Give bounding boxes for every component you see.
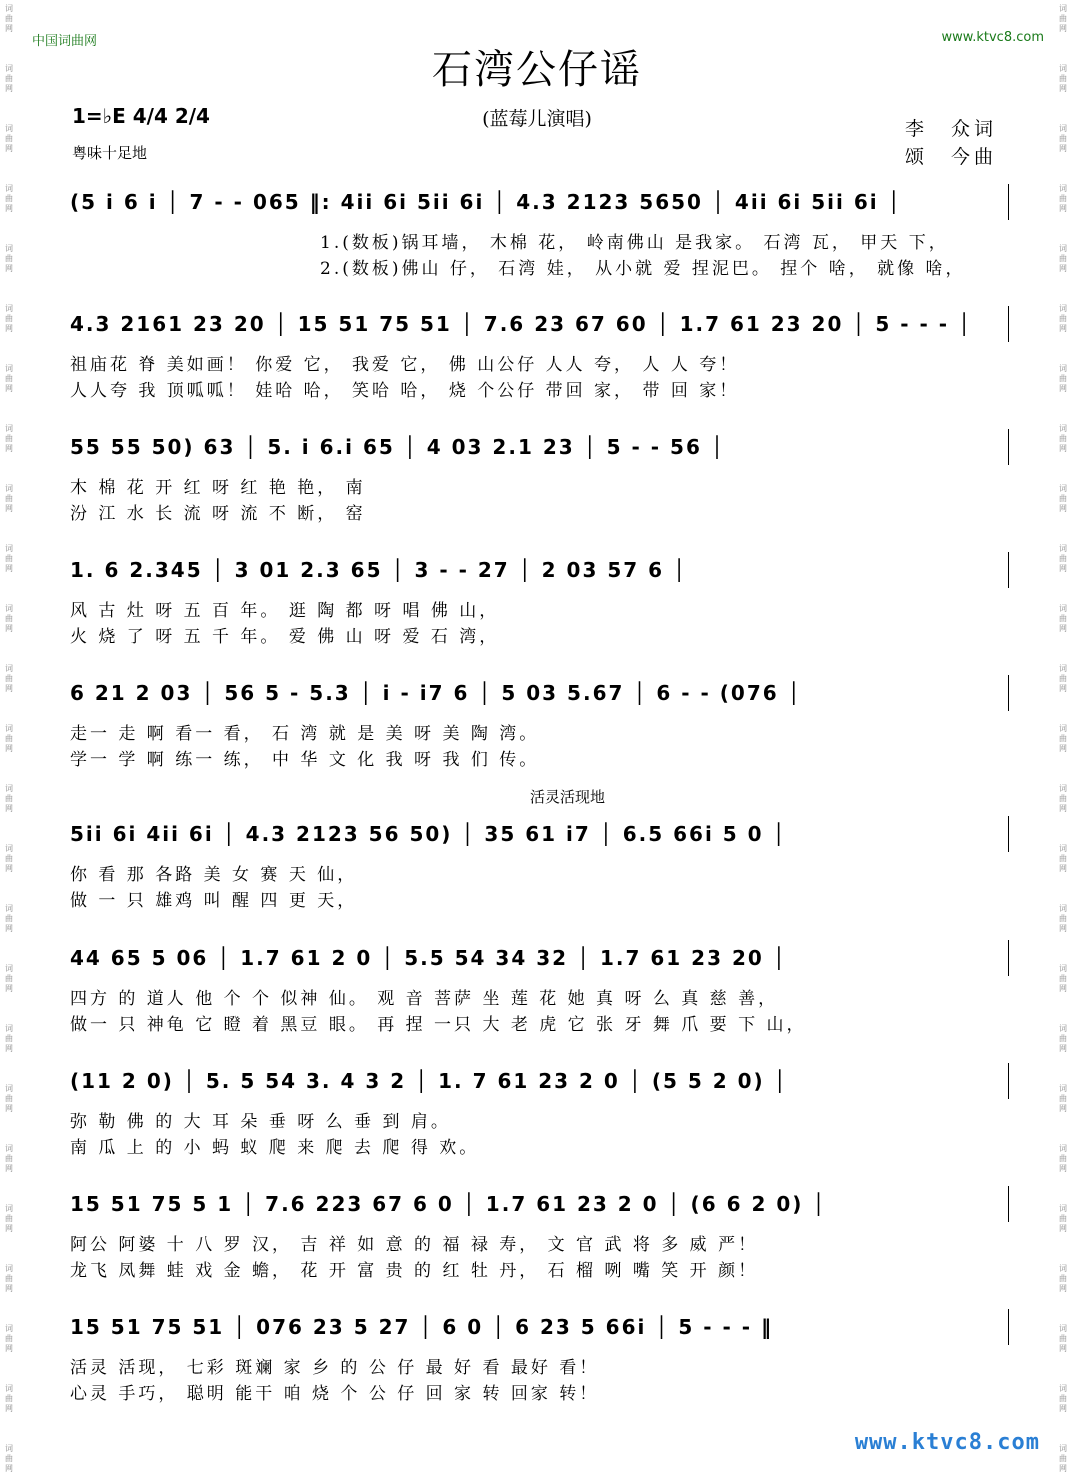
watermark-mark: 词 曲 网 bbox=[5, 784, 13, 813]
barline bbox=[1008, 184, 1009, 220]
watermark-mark: 词 曲 网 bbox=[5, 1264, 13, 1293]
watermark-mark: 词 曲 网 bbox=[5, 364, 13, 393]
jianpu-notes: 4.3 2161 23 20 │ 15 51 75 51 │ 7.6 23 67 60 │ 1.7 61 23 20 │ 5 - - - │ bbox=[70, 312, 973, 336]
lyric-text: 活灵 活现， 七彩 斑斓 家 乡 的 公 仔 最 好 看 最好 看！ bbox=[70, 1358, 600, 1378]
watermark-mark: 词 曲 网 bbox=[1059, 184, 1067, 213]
barline bbox=[1008, 675, 1009, 711]
jianpu-notes: 15 51 75 5 1 │ 7.6 223 67 6 0 │ 1.7 61 23 2 0 │ (6 6 2 0) │ bbox=[70, 1192, 827, 1216]
lyric-text: 2.(数板)佛山 仔， 石湾 娃， 从小就 爱 捏泥巴。 捏个 啥， 就像 啥， bbox=[320, 259, 966, 279]
lyric-text: 汾 江 水 长 流 呀 流 不 断， 窑 bbox=[70, 504, 366, 524]
barline bbox=[1008, 816, 1009, 852]
watermark-mark: 词 曲 网 bbox=[1059, 1024, 1067, 1053]
lyric-line bbox=[66, 717, 1010, 743]
notation-line bbox=[66, 425, 1010, 471]
lyric-text: 你 看 那 各路 美 女 赛 天 仙， bbox=[70, 865, 358, 885]
watermark-mark: 词 曲 网 bbox=[5, 484, 13, 513]
watermark-mark: 词 曲 网 bbox=[1059, 364, 1067, 393]
barline bbox=[1008, 306, 1009, 342]
watermark-mark: 词 曲 网 bbox=[1059, 1084, 1067, 1113]
watermark-mark: 词 曲 网 bbox=[1059, 1204, 1067, 1233]
lyric-text: 木 棉 花 开 红 呀 红 艳 艳， 南 bbox=[70, 478, 366, 498]
jianpu-notes: (5 i 6 i │ 7 - - 065 ‖: 4ii 6i 5ii 6i │ 4.3 2123 5650 │ 4ii 6i 5ii 6i │ bbox=[70, 190, 902, 214]
watermark-mark: 词 曲 网 bbox=[1059, 124, 1067, 153]
lyric-text: 火 烧 了 呀 五 千 年。 爱 佛 山 呀 爱 石 湾， bbox=[70, 627, 500, 647]
watermark-mark: 词 曲 网 bbox=[1059, 964, 1067, 993]
watermark-mark: 词 曲 网 bbox=[5, 124, 13, 153]
lyric-line bbox=[66, 858, 1010, 884]
lyric-text: 1.(数板)锅耳墙， 木棉 花， 岭南佛山 是我家。 石湾 瓦， 甲天 下， bbox=[320, 233, 949, 253]
notation-line bbox=[66, 812, 1010, 858]
score-system bbox=[66, 302, 1010, 400]
lyric-line bbox=[66, 1105, 1010, 1131]
watermark-mark: 词 曲 网 bbox=[5, 1024, 13, 1053]
barline bbox=[1008, 1309, 1009, 1345]
barline bbox=[1008, 1063, 1009, 1099]
composer-credit: 颂 今曲 bbox=[905, 146, 998, 168]
lyric-text: 学一 学 啊 练一 练， 中 华 文 化 我 呀 我 们 传。 bbox=[70, 750, 540, 770]
barline bbox=[1008, 1186, 1009, 1222]
watermark-mark: 词 曲 网 bbox=[1059, 304, 1067, 333]
notation-line bbox=[66, 1305, 1010, 1351]
watermark-mark: 词 曲 网 bbox=[1059, 484, 1067, 513]
watermark-mark: 词 曲 网 bbox=[1059, 784, 1067, 813]
lyric-line bbox=[66, 594, 1010, 620]
watermark-mark: 词 曲 网 bbox=[5, 244, 13, 273]
lyric-text: 风 古 灶 呀 五 百 年。 逛 陶 都 呀 唱 佛 山， bbox=[70, 601, 500, 621]
jianpu-notes: (11 2 0) │ 5. 5 54 3. 4 3 2 │ 1. 7 61 23 2 0 │ (5 5 2 0) │ bbox=[70, 1069, 788, 1093]
notation-line bbox=[66, 1059, 1010, 1105]
score-system bbox=[66, 180, 1010, 278]
watermark-mark: 词 曲 网 bbox=[5, 424, 13, 453]
barline bbox=[1008, 940, 1009, 976]
score-system bbox=[66, 936, 1010, 1034]
lyric-text: 四方 的 道人 他 个 个 似神 仙。 观 音 菩萨 坐 莲 花 她 真 呀 么 真 慈 善， bbox=[70, 989, 779, 1009]
key-signature: 1=♭E 4/4 2/4 bbox=[72, 104, 210, 128]
lyric-line bbox=[66, 252, 1010, 278]
notation-line bbox=[66, 302, 1010, 348]
lyric-line bbox=[66, 884, 1010, 910]
notation-line bbox=[66, 671, 1010, 717]
watermark-mark: 词 曲 网 bbox=[5, 1204, 13, 1233]
score-system bbox=[66, 788, 1010, 911]
lyric-text: 阿公 阿婆 十 八 罗 汉， 吉 祥 如 意 的 福 禄 寿， 文 官 武 将 多 威 严！ bbox=[70, 1235, 759, 1255]
site-url[interactable]: www.ktvc8.com bbox=[941, 30, 1044, 45]
watermark-mark: 词 曲 网 bbox=[5, 724, 13, 753]
watermark-mark: 词 曲 网 bbox=[5, 844, 13, 873]
lyric-text: 南 瓜 上 的 小 蚂 蚁 爬 来 爬 去 爬 得 欢。 bbox=[70, 1138, 480, 1158]
lyric-line bbox=[66, 1377, 1010, 1403]
watermark-mark: 词 曲 网 bbox=[1059, 64, 1067, 93]
notation-line bbox=[66, 936, 1010, 982]
right-watermark-column bbox=[1056, 0, 1072, 1483]
lyric-text: 心灵 手巧， 聪明 能干 咱 烧 个 公 仔 回 家 转 回家 转！ bbox=[70, 1384, 600, 1404]
lyric-line bbox=[66, 743, 1010, 769]
lyric-line bbox=[66, 1351, 1010, 1377]
lyric-line bbox=[66, 226, 1010, 252]
lyric-text: 做 一 只 雄鸡 叫 醒 四 更 天， bbox=[70, 891, 358, 911]
watermark-mark: 词 曲 网 bbox=[1059, 544, 1067, 573]
watermark-mark: 词 曲 网 bbox=[5, 904, 13, 933]
watermark-mark: 词 曲 网 bbox=[5, 1144, 13, 1173]
watermark-mark: 词 曲 网 bbox=[5, 604, 13, 633]
notation-line bbox=[66, 548, 1010, 594]
section-expression: 活灵活现地 bbox=[530, 788, 606, 806]
lyric-text: 做一 只 神龟 它 瞪 着 黑豆 眼。 再 捏 一只 大 老 虎 它 张 牙 舞 爪 要 下 山， bbox=[70, 1015, 807, 1035]
watermark-mark: 词 曲 网 bbox=[1059, 1384, 1067, 1413]
jianpu-notes: 15 51 75 51 │ 076 23 5 27 │ 6 0 │ 6 23 5 66i │ 5 - - - ‖ bbox=[70, 1315, 774, 1339]
score-system bbox=[66, 1305, 1010, 1403]
watermark-mark: 词 曲 网 bbox=[1059, 1264, 1067, 1293]
score-system bbox=[66, 1182, 1010, 1280]
watermark-mark: 词 曲 网 bbox=[5, 4, 13, 33]
watermark-mark: 词 曲 网 bbox=[5, 64, 13, 93]
watermark-mark: 词 曲 网 bbox=[5, 1324, 13, 1353]
score-system bbox=[66, 671, 1010, 769]
watermark-mark: 词 曲 网 bbox=[5, 1444, 13, 1473]
watermark-mark: 词 曲 网 bbox=[5, 544, 13, 573]
watermark-mark: 词 曲 网 bbox=[1059, 244, 1067, 273]
watermark-mark: 词 曲 网 bbox=[1059, 904, 1067, 933]
watermark-mark: 词 曲 网 bbox=[5, 964, 13, 993]
jianpu-notes: 44 65 5 06 │ 1.7 61 2 0 │ 5.5 54 34 32 │ 1.7 61 23 20 │ bbox=[70, 946, 787, 970]
lyric-line bbox=[66, 497, 1010, 523]
lyricist-credit: 李 众词 bbox=[905, 118, 998, 140]
lyric-line bbox=[66, 982, 1010, 1008]
jianpu-notes: 1. 6 2.345 │ 3 01 2.3 65 │ 3 - - 27 │ 2 03 57 6 │ bbox=[70, 558, 688, 582]
song-subtitle: (蓝莓儿演唱) bbox=[482, 108, 592, 130]
score-system bbox=[66, 548, 1010, 646]
left-watermark-column bbox=[2, 0, 18, 1483]
watermark-mark: 词 曲 网 bbox=[1059, 1444, 1067, 1473]
lyric-text: 走一 走 啊 看一 看， 石 湾 就 是 美 呀 美 陶 湾。 bbox=[70, 724, 540, 744]
watermark-mark: 词 曲 网 bbox=[5, 304, 13, 333]
barline bbox=[1008, 429, 1009, 465]
barline bbox=[1008, 552, 1009, 588]
notation-line bbox=[66, 1182, 1010, 1228]
lyric-text: 祖庙花 脊 美如画！ 你爱 它， 我爱 它， 佛 山公仔 人人 夸， 人 人 夸！ bbox=[70, 355, 740, 375]
jianpu-notes: 5ii 6i 4ii 6i │ 4.3 2123 56 50) │ 35 61 i7 │ 6.5 66i 5 0 │ bbox=[70, 822, 787, 846]
watermark-mark: 词 曲 网 bbox=[1059, 604, 1067, 633]
jianpu-notes: 55 55 50) 63 │ 5. i 6.i 65 │ 4 03 2.1 23 │ 5 - - 56 │ bbox=[70, 435, 725, 459]
lyric-text: 龙飞 凤舞 蛙 戏 金 蟾， 花 开 富 贵 的 红 牡 丹， 石 榴 咧 嘴 笑 开 颜！ bbox=[70, 1261, 759, 1281]
watermark-mark: 词 曲 网 bbox=[1059, 4, 1067, 33]
watermark-mark: 词 曲 网 bbox=[1059, 1324, 1067, 1353]
lyric-line bbox=[66, 620, 1010, 646]
watermark-mark: 词 曲 网 bbox=[1059, 724, 1067, 753]
jianpu-notes: 6 21 2 03 │ 56 5 - 5.3 │ i - i7 6 │ 5 03 5.67 │ 6 - - (076 │ bbox=[70, 681, 802, 705]
watermark-mark: 词 曲 网 bbox=[1059, 844, 1067, 873]
lyric-line bbox=[66, 471, 1010, 497]
lyric-line bbox=[66, 1228, 1010, 1254]
watermark-mark: 词 曲 网 bbox=[5, 1384, 13, 1413]
footer-site-url[interactable]: www.ktvc8.com bbox=[854, 1430, 1040, 1455]
site-name[interactable]: 中国词曲网 bbox=[32, 34, 98, 49]
watermark-mark: 词 曲 网 bbox=[1059, 424, 1067, 453]
watermark-mark: 词 曲 网 bbox=[5, 1084, 13, 1113]
lyric-line bbox=[66, 348, 1010, 374]
notation-line bbox=[66, 180, 1010, 226]
lyric-line bbox=[66, 1131, 1010, 1157]
watermark-mark: 词 曲 网 bbox=[5, 184, 13, 213]
song-title: 石湾公仔谣 bbox=[432, 47, 642, 93]
watermark-mark: 词 曲 网 bbox=[1059, 1144, 1067, 1173]
watermark-mark: 词 曲 网 bbox=[5, 664, 13, 693]
score-system bbox=[66, 1059, 1010, 1157]
watermark-mark: 词 曲 网 bbox=[1059, 664, 1067, 693]
lyric-line bbox=[66, 1254, 1010, 1280]
score-system bbox=[66, 425, 1010, 523]
lyric-line bbox=[66, 374, 1010, 400]
lyric-text: 弥 勒 佛 的 大 耳 朵 垂 呀 么 垂 到 肩。 bbox=[70, 1112, 451, 1132]
expression-mark: 粤味十足地 bbox=[72, 144, 148, 162]
lyric-line bbox=[66, 1008, 1010, 1034]
lyric-text: 人人夸 我 顶呱呱！ 娃哈 哈， 笑哈 哈， 烧 个公仔 带回 家， 带 回 家！ bbox=[70, 381, 740, 401]
